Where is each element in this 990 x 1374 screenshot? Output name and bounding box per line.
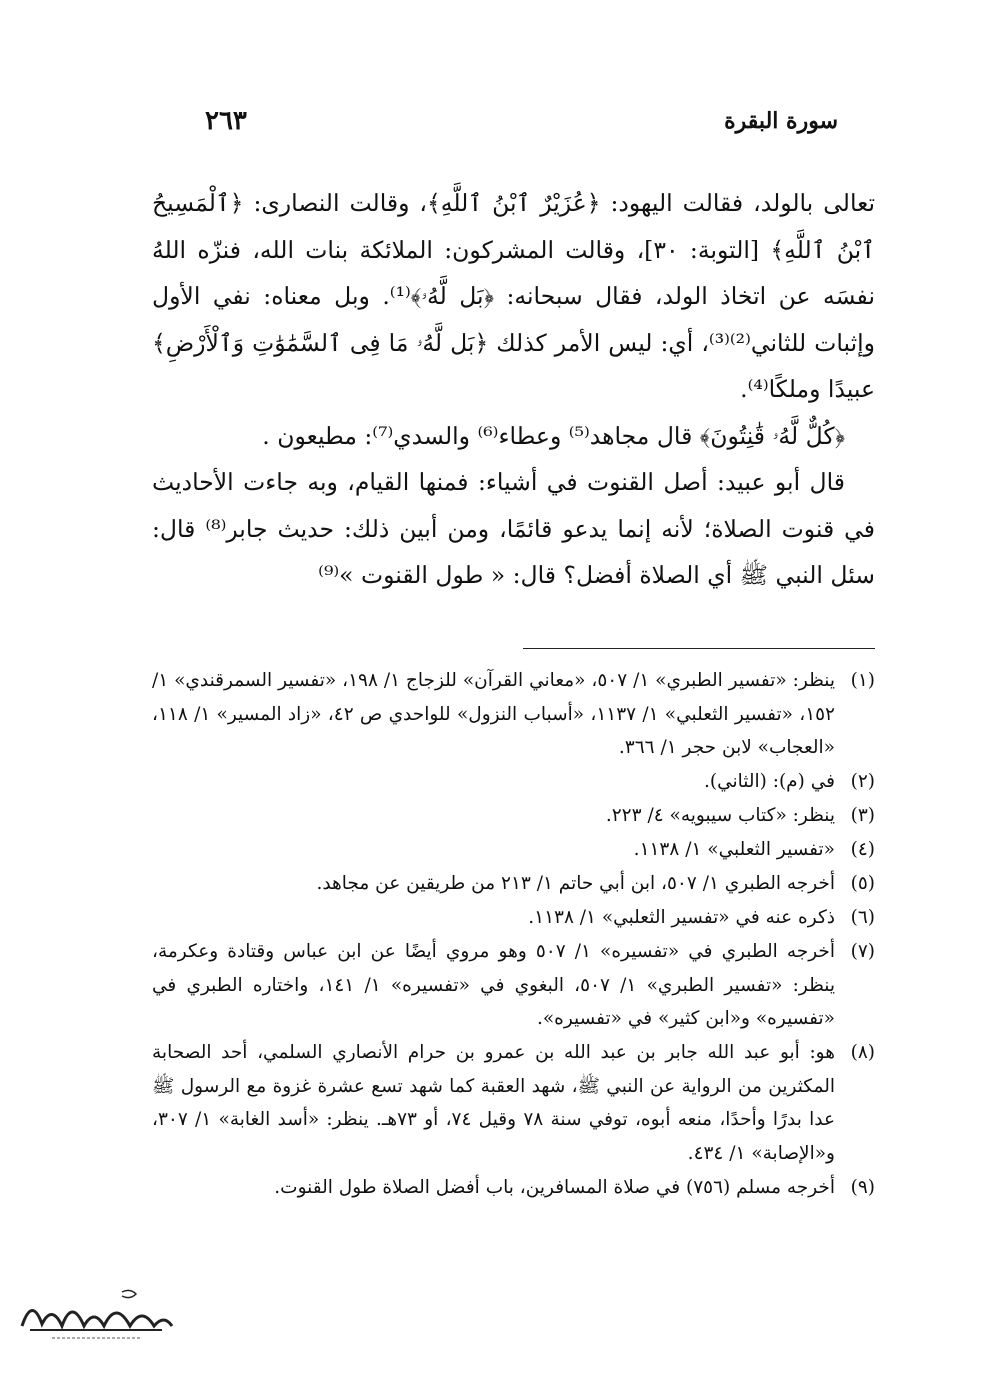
footnote-3	[152, 799, 875, 833]
paragraph-3: قال أبو عبيد: أصل القنوت في أشياء: فمنها القيام، وبه جاءت الأحاديث في قنوت الصلاة؛ لأنه إنما يدعو قائمًا، ومن أبين ذلك: حديث جابر⁽⁸⁾ قال: سئل النبي ﷺ أي الصلاة أفضل؟ قال: « طول القنوت »⁽⁹⁾	[152, 468, 875, 589]
page-header	[205, 108, 838, 144]
paragraph-2: ﴿كُلٌّ لَّهُۥ قَٰنِتُونَ﴾ قال مجاهد⁽⁵⁾ وعطاء⁽⁶⁾ والسدي⁽⁷⁾: مطيعون .	[262, 421, 845, 450]
watermark-logo	[12, 1286, 182, 1346]
footnote-8	[152, 1036, 875, 1170]
footnote-4	[152, 833, 875, 867]
footnote-5	[152, 867, 875, 901]
footnote-text: أخرجه الطبري في «تفسيره» ١/ ٥٠٧ وهو مروي أيضًا عن ابن عباس وقتادة وعكرمة، ينظر: «تفسير الطبري» ١/ ٥٠٧، البغوي في «تفسيره» ١/ ١٤١، واختاره الطبري في «تفسيره» و«ابن كثير» في «تفسيره».	[152, 941, 836, 1029]
footnote-number: (١)	[850, 670, 875, 691]
footnote-text: أخرجه مسلم (٧٥٦) في صلاة المسافرين، باب أفضل الصلاة طول القنوت.	[274, 1176, 835, 1198]
footnote-9	[152, 1171, 875, 1205]
footnote-text: ينظر: «كتاب سيبويه» ٤/ ٢٢٣.	[605, 805, 835, 826]
paragraph-1: تعالى بالولد، فقالت اليهود: ﴿عُزَيْرٌ ٱبْنُ ٱللَّهِ﴾، وقالت النصارى: ﴿ٱلْمَسِيحُ ٱبْنُ ٱللَّهِ﴾ [التوبة: ٣٠]، وقالت المشركون: الملائكة بنات الله، فنزّه اللهُ نفسَه عن اتخاذ الولد، فقال سبحانه: ﴿بَل لَّهُۥ﴾⁽¹⁾. وبل معناه: نفي الأول وإثبات للثاني⁽²⁾⁽³⁾، أي: ليس الأمر كذلك ﴿بَل لَّهُۥ مَا فِى ٱلسَّمَٰوَٰتِ وَٱلْأَرْضِ﴾ عبيدًا وملكًا⁽⁴⁾.	[152, 189, 875, 403]
surah-title: سورة البقرة	[724, 108, 838, 134]
footnote-text: ذكره عنه في «تفسير الثعلبي» ١/ ١١٣٨.	[528, 907, 835, 928]
main-text	[152, 180, 875, 599]
footnote-text: أخرجه الطبري ١/ ٥٠٧، ابن أبي حاتم ١/ ٢١٣ من طريقين عن مجاهد.	[316, 873, 835, 894]
footnote-separator	[523, 648, 875, 649]
footnote-number: (٩)	[850, 1176, 875, 1198]
footnote-1	[152, 664, 875, 765]
footnote-number: (٥)	[850, 873, 875, 894]
footnotes	[152, 664, 875, 1205]
footnote-number: (٣)	[850, 805, 875, 826]
footnote-number: (٧)	[850, 941, 875, 962]
footnote-text: في (م): (الثاني).	[703, 771, 835, 792]
footnote-number: (٢)	[850, 771, 875, 792]
footnote-6	[152, 901, 875, 935]
footnote-2	[152, 765, 875, 799]
footnote-7	[152, 935, 875, 1036]
footnote-number: (٦)	[850, 907, 875, 928]
footnote-text: هو: أبو عبد الله جابر بن عبد الله بن عمرو بن حرام الأنصاري السلمي، أحد الصحابة المكثرين من الرواية عن النبي ﷺ، شهد العقبة كما شهد تسع عشرة غزوة مع الرسول ﷺ عدا بدرًا وأحدًا، منعه أبوه، توفي سنة ٧٨ وقيل ٧٤، أو ٧٣هـ. ينظر: «أسد الغابة» ١/ ٣٠٧، و«الإصابة» ١/ ٤٣٤.	[152, 1042, 836, 1164]
footnote-number: (٤)	[850, 839, 875, 860]
page-number: ٢٦٣	[205, 106, 247, 136]
footnote-number: (٨)	[850, 1042, 875, 1063]
footnote-text: «تفسير الثعلبي» ١/ ١١٣٨.	[633, 839, 835, 860]
footnote-text: ينظر: «تفسير الطبري» ١/ ٥٠٧، «معاني القرآن» للزجاج ١/ ١٩٨، «تفسير السمرقندي» ١/ ١٥٢، «تفسير الثعلبي» ١/ ١١٣٧، «أسباب النزول» للواحدي ص ٤٢، «زاد المسير» ١/ ١١٨، «العجاب» لابن حجر ١/ ٣٦٦.	[152, 670, 835, 758]
